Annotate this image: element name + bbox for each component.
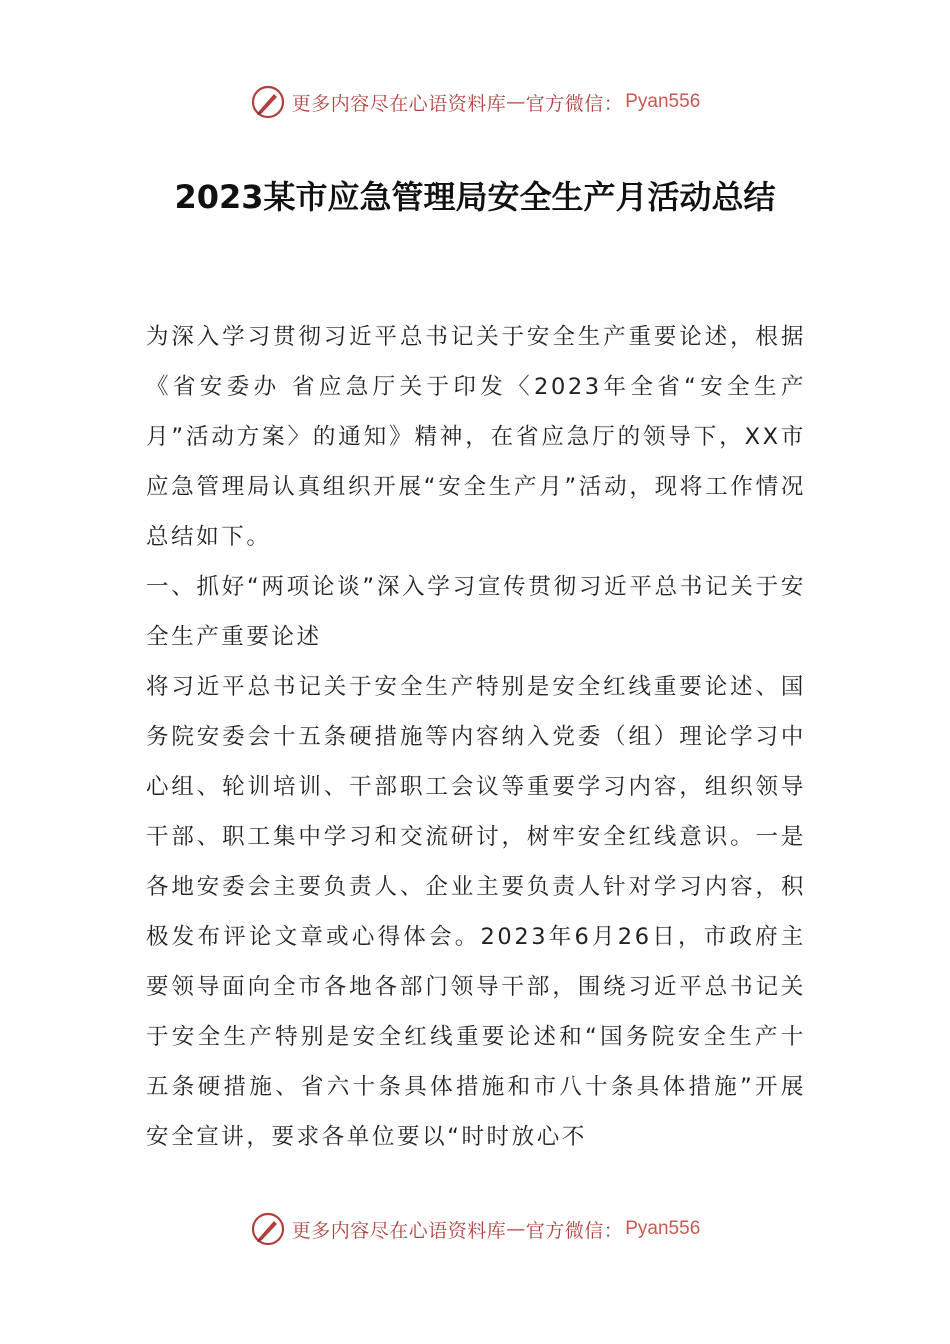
watermark-wechat-id: Pyan556 bbox=[625, 1218, 701, 1239]
pen-logo-icon bbox=[250, 84, 286, 120]
intro-paragraph: 为深入学习贯彻习近平总书记关于安全生产重要论述，根据《省安委办 省应急厅关于印发〈2023年全省“安全生产月”活动方案〉的通知》精神，在省应急厅的领导下，XX市应急管理局认真组织开展“安全生产月”活动，现将工作情况总结如下。 bbox=[146, 324, 806, 550]
watermark-dash: — bbox=[506, 91, 526, 113]
document-body bbox=[146, 312, 806, 1162]
watermark-wechat-label: 官方微信： bbox=[525, 92, 624, 115]
watermark-dash: — bbox=[506, 1218, 526, 1240]
watermark-wechat-id: Pyan556 bbox=[625, 91, 701, 112]
body-paragraph: 将习近平总书记关于安全生产特别是安全红线重要论述、国务院安委会十五条硬措施等内容纳入党委（组）理论学习中心组、轮训培训、干部职工会议等重要学习内容，组织领导干部、职工集中学习和交流研讨，树牢安全红线意识。一是各地安委会主要负责人、企业主要负责人针对学习内容，积极发布评论文章或心得体会。2023年6月26日，市政府主要领导面向全市各地各部门领导干部，围绕习近平总书记关于安全生产特别是安全红线重要论述和“国务院安全生产十五条硬措施、省六十条具体措施和市八十条具体措施”开展安全宣讲，要求各单位要以“时时放心不 bbox=[146, 674, 806, 1150]
document-title: 2023某市应急管理局安全生产月活动总结 bbox=[174, 178, 776, 216]
section-heading-1: 一、抓好“两项论谈”深入学习宣传贯彻习近平总书记关于安全生产重要论述 bbox=[146, 574, 806, 650]
watermark-header bbox=[0, 84, 950, 120]
watermark-footer bbox=[0, 1211, 950, 1247]
pen-logo-icon bbox=[250, 1211, 286, 1247]
watermark-site-text: 更多内容尽在心语资料库 bbox=[291, 92, 507, 115]
watermark-wechat-label: 官方微信： bbox=[525, 1219, 624, 1242]
watermark-site-text: 更多内容尽在心语资料库 bbox=[291, 1219, 507, 1242]
